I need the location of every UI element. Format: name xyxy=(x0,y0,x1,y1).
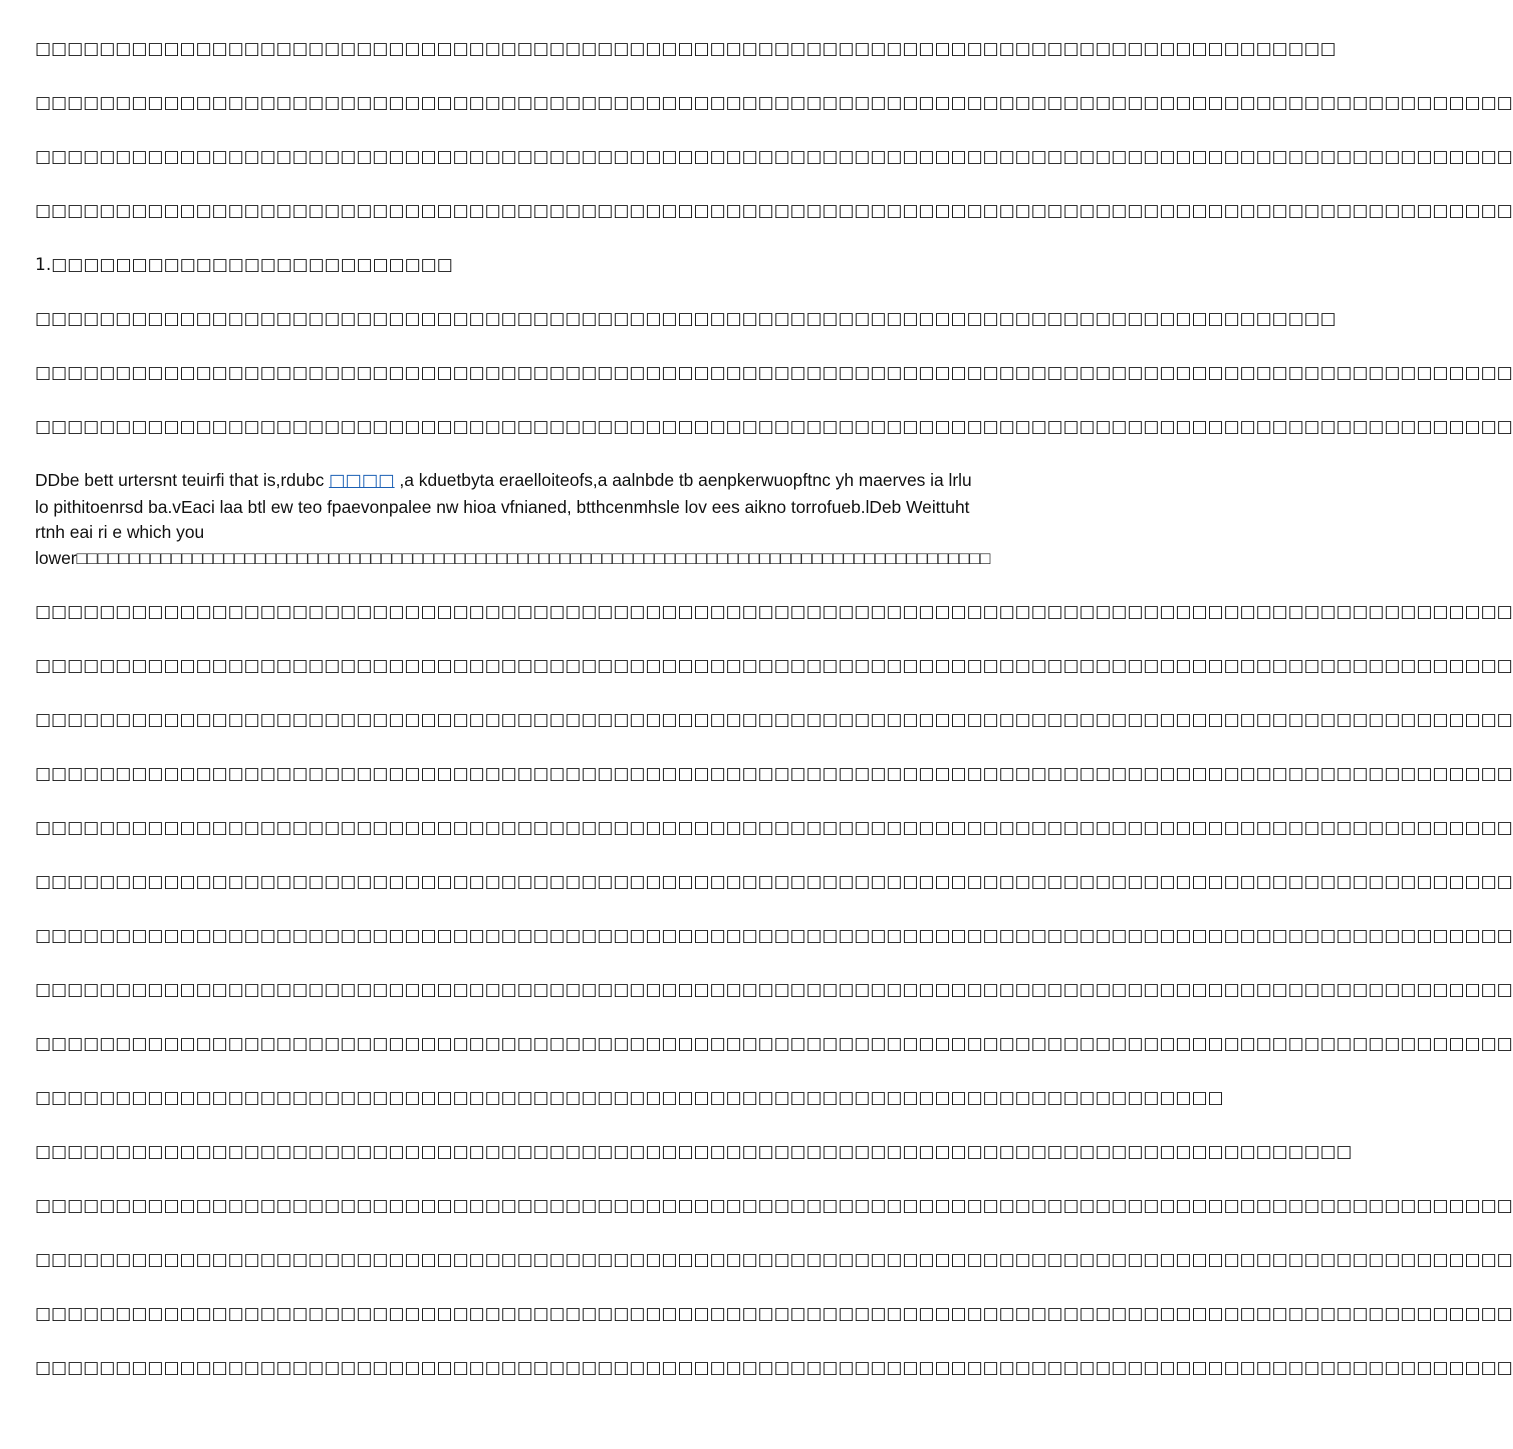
text-line: □□□□□□□□□□□□□□□□□□□□□□□□□□□□□□□□□□□□□□□□□□□□□□□□□□□□□□□□□□□□□□□□□□□□□□□□□□□□□□□□□□□□□□□□□□□□ xyxy=(35,417,1513,437)
numbered-list-item: 1.□□□□□□□□□□□□□□□□□□□□□□□□□ xyxy=(35,255,453,275)
paragraph-text-after-link: ,a kduetbyta eraelloiteofs,a aalnbde tb aenpkerwuopftnc yh maerves ia lrlu lo pithitoenrsd ba.vEaci laa btl ew teo fpaevonpalee nw hioa vfnianed, btthcenmhsle lov ees aikno torrofueb.lDeb Weittuht rtnh eai ri e which you xyxy=(35,470,972,542)
text-line: □□□□□□□□□□□□□□□□□□□□□□□□□□□□□□□□□□□□□□□□□□□□□□□□□□□□□□□□□□□□□□□□□□□□□□□□□□□□□□□□□□□□□□□□□□□□ xyxy=(35,656,1513,676)
text-line: □□□□□□□□□□□□□□□□□□□□□□□□□□□□□□□□□□□□□□□□□□□□□□□□□□□□□□□□□□□□□□□□□□□□□□□□□□□□□□□□□□□□□□□□□□□□ xyxy=(35,602,1513,622)
text-line: □□□□□□□□□□□□□□□□□□□□□□□□□□□□□□□□□□□□□□□□□□□□□□□□□□□□□□□□□□□□□□□□□□□□□□□□□□□□□□□□□□□□□□□□□□□□ xyxy=(35,818,1513,838)
text-line: □□□□□□□□□□□□□□□□□□□□□□□□□□□□□□□□□□□□□□□□□□□□□□□□□□□□□□□□□□□□□□□□□□□□□□□□□□□□□□□□□□□□□□□□□□□□ xyxy=(35,147,1513,167)
inline-link[interactable]: □□□□ xyxy=(328,471,395,491)
text-line: □□□□□□□□□□□□□□□□□□□□□□□□□□□□□□□□□□□□□□□□□□□□□□□□□□□□□□□□□□□□□□□□□□□□□□□□□□ xyxy=(35,1088,1224,1108)
text-line: □□□□□□□□□□□□□□□□□□□□□□□□□□□□□□□□□□□□□□□□□□□□□□□□□□□□□□□□□□□□□□□□□□□□□□□□□□□□□□□□□□□□□□□□□□□□ xyxy=(35,872,1513,892)
text-line: □□□□□□□□□□□□□□□□□□□□□□□□□□□□□□□□□□□□□□□□□□□□□□□□□□□□□□□□□□□□□□□□□□□□□□□□□□□□□□□□□□□□□□□□□□□□ xyxy=(35,93,1513,113)
text-line: □□□□□□□□□□□□□□□□□□□□□□□□□□□□□□□□□□□□□□□□□□□□□□□□□□□□□□□□□□□□□□□□□□□□□□□□□□□□□□□□□ xyxy=(35,39,1337,59)
text-line: □□□□□□□□□□□□□□□□□□□□□□□□□□□□□□□□□□□□□□□□□□□□□□□□□□□□□□□□□□□□□□□□□□□□□□□□□□□□□□□□□□□□□□□□□□□□ xyxy=(35,980,1513,1000)
text-line: □□□□□□□□□□□□□□□□□□□□□□□□□□□□□□□□□□□□□□□□□□□□□□□□□□□□□□□□□□□□□□□□□□□□□□□□□□□□□□□□□□□□□□□□□□□□ xyxy=(35,363,1513,383)
text-line: □□□□□□□□□□□□□□□□□□□□□□□□□□□□□□□□□□□□□□□□□□□□□□□□□□□□□□□□□□□□□□□□□□□□□□□□□□□□□□□□□□□□□□□□□□□□ xyxy=(35,1196,1513,1216)
text-line: □□□□□□□□□□□□□□□□□□□□□□□□□□□□□□□□□□□□□□□□□□□□□□□□□□□□□□□□□□□□□□□□□□□□□□□□□□□□□□□□□□□□□□□□□□□□ xyxy=(35,1250,1513,1270)
mixed-paragraph xyxy=(35,468,990,571)
text-line: □□□□□□□□□□□□□□□□□□□□□□□□□□□□□□□□□□□□□□□□□□□□□□□□□□□□□□□□□□□□□□□□□□□□□□□□□□□□□□□□□□□□□□□□□□□□ xyxy=(35,926,1513,946)
text-line: □□□□□□□□□□□□□□□□□□□□□□□□□□□□□□□□□□□□□□□□□□□□□□□□□□□□□□□□□□□□□□□□□□□□□□□□□□□□□□□□□□□□□□□□□□□□ xyxy=(35,764,1513,784)
text-line: □□□□□□□□□□□□□□□□□□□□□□□□□□□□□□□□□□□□□□□□□□□□□□□□□□□□□□□□□□□□□□□□□□□□□□□□□□□□□□□□□□ xyxy=(35,1142,1353,1162)
text-line: □□□□□□□□□□□□□□□□□□□□□□□□□□□□□□□□□□□□□□□□□□□□□□□□□□□□□□□□□□□□□□□□□□□□□□□□□□□□□□□□□□□□□□□□□□□□ xyxy=(35,1304,1513,1324)
text-line: □□□□□□□□□□□□□□□□□□□□□□□□□□□□□□□□□□□□□□□□□□□□□□□□□□□□□□□□□□□□□□□□□□□□□□□□□□□□□□□□□□□□□□□□□□□□ xyxy=(35,710,1513,730)
text-line: □□□□□□□□□□□□□□□□□□□□□□□□□□□□□□□□□□□□□□□□□□□□□□□□□□□□□□□□□□□□□□□□□□□□□□□□□□□□□□□□□□□□□□□□□□□□ xyxy=(35,1358,1513,1378)
document-page xyxy=(35,36,1513,1409)
paragraph-text-before-link: DDbe bett urtersnt teuirfi that is,rdubc xyxy=(35,470,329,490)
text-line: □□□□□□□□□□□□□□□□□□□□□□□□□□□□□□□□□□□□□□□□□□□□□□□□□□□□□□□□□□□□□□□□□□□□□□□□□□□□□□□□□ xyxy=(35,309,1337,329)
text-line: □□□□□□□□□□□□□□□□□□□□□□□□□□□□□□□□□□□□□□□□□□□□□□□□□□□□□□□□□□□□□□□□□□□□□□□□□□□□□□□□□□□□□□□□□□□□ xyxy=(35,201,1513,221)
paragraph-tail-line: lower□□□□□□□□□□□□□□□□□□□□□□□□□□□□□□□□□□□□□□□□□□□□□□□□□□□□□□□□□□□□□□□□□□□□□□□□□□□□□□□□□□□□□□□ xyxy=(35,547,991,568)
text-line: □□□□□□□□□□□□□□□□□□□□□□□□□□□□□□□□□□□□□□□□□□□□□□□□□□□□□□□□□□□□□□□□□□□□□□□□□□□□□□□□□□□□□□□□□□□□ xyxy=(35,1034,1513,1054)
